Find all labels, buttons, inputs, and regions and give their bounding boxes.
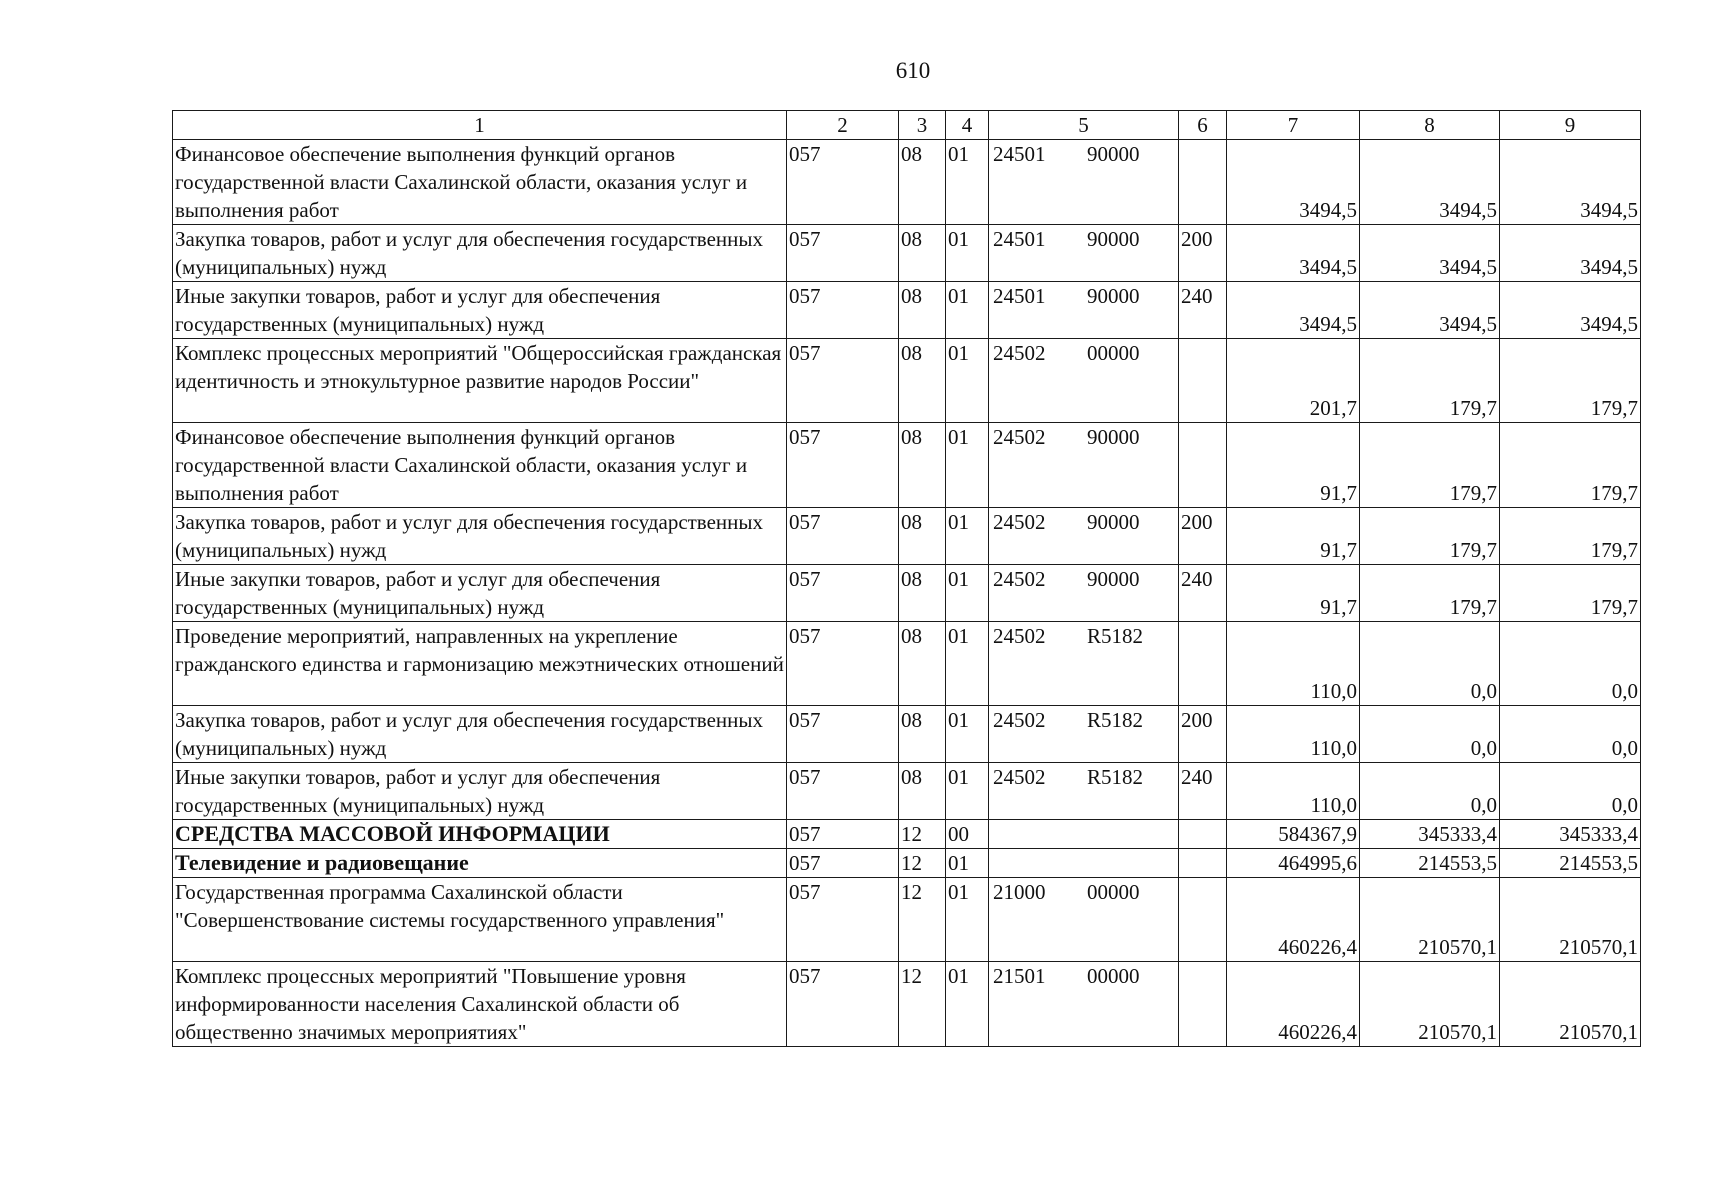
table-row <box>173 508 1641 565</box>
table-row <box>173 878 1641 962</box>
expense-type-code: 240 <box>1179 565 1227 622</box>
admin-code: 057 <box>787 565 899 622</box>
target-article-code <box>989 565 1179 622</box>
amount-col7: 584367,9 <box>1227 820 1360 849</box>
direction-code: 90000 <box>1087 510 1140 534</box>
table-row <box>173 820 1641 849</box>
amount-col7: 91,7 <box>1227 565 1360 622</box>
target-article-code <box>989 339 1179 423</box>
table-row <box>173 962 1641 1047</box>
column-header: 3 <box>899 111 946 140</box>
amount-col9: 0,0 <box>1500 622 1641 706</box>
direction-code: R5182 <box>1087 624 1144 648</box>
row-name: Иные закупки товаров, работ и услуг для обеспечения государственных (муниципальных) нужд <box>173 763 787 820</box>
row-name: Иные закупки товаров, работ и услуг для обеспечения государственных (муниципальных) нужд <box>173 565 787 622</box>
direction-code: R5182 <box>1087 765 1144 789</box>
section-code: 08 <box>899 140 946 225</box>
subsection-code: 01 <box>946 225 989 282</box>
direction-code: 00000 <box>1087 341 1140 365</box>
amount-col9: 3494,5 <box>1500 225 1641 282</box>
section-code: 08 <box>899 622 946 706</box>
amount-col8: 3494,5 <box>1360 225 1500 282</box>
target-article-code <box>989 820 1179 849</box>
section-code: 08 <box>899 565 946 622</box>
section-code: 12 <box>899 820 946 849</box>
admin-code: 057 <box>787 820 899 849</box>
target-article-code <box>989 282 1179 339</box>
row-name: Государственная программа Сахалинской области "Совершенствование системы государственного управления" <box>173 878 787 962</box>
amount-col9: 179,7 <box>1500 565 1641 622</box>
target-article-code <box>989 508 1179 565</box>
section-code: 08 <box>899 225 946 282</box>
section-code: 08 <box>899 423 946 508</box>
amount-col7: 110,0 <box>1227 622 1360 706</box>
expense-type-code <box>1179 849 1227 878</box>
column-header: 4 <box>946 111 989 140</box>
amount-col8: 345333,4 <box>1360 820 1500 849</box>
amount-col9: 179,7 <box>1500 508 1641 565</box>
program-code: 24502 <box>993 765 1046 789</box>
section-code: 12 <box>899 878 946 962</box>
table-row <box>173 706 1641 763</box>
program-code: 24502 <box>993 341 1046 365</box>
row-name: Закупка товаров, работ и услуг для обеспечения государственных (муниципальных) нужд <box>173 508 787 565</box>
program-code: 21501 <box>993 964 1046 988</box>
amount-col9: 214553,5 <box>1500 849 1641 878</box>
direction-code: R5182 <box>1087 708 1144 732</box>
amount-col9: 3494,5 <box>1500 140 1641 225</box>
table-row <box>173 282 1641 339</box>
target-article-code <box>989 706 1179 763</box>
amount-col9: 210570,1 <box>1500 962 1641 1047</box>
program-code: 24502 <box>993 510 1046 534</box>
amount-col8: 179,7 <box>1360 508 1500 565</box>
expense-type-code: 240 <box>1179 282 1227 339</box>
amount-col9: 210570,1 <box>1500 878 1641 962</box>
amount-col8: 210570,1 <box>1360 878 1500 962</box>
expense-type-code <box>1179 962 1227 1047</box>
section-code: 12 <box>899 849 946 878</box>
subsection-code: 01 <box>946 878 989 962</box>
table-row <box>173 622 1641 706</box>
expense-type-code <box>1179 820 1227 849</box>
subsection-code: 01 <box>946 140 989 225</box>
row-name: Иные закупки товаров, работ и услуг для обеспечения государственных (муниципальных) нужд <box>173 282 787 339</box>
subsection-code: 01 <box>946 962 989 1047</box>
program-code: 24502 <box>993 425 1046 449</box>
program-code: 24501 <box>993 284 1046 308</box>
direction-code: 00000 <box>1087 880 1140 904</box>
section-code: 08 <box>899 706 946 763</box>
row-name: Телевидение и радиовещание <box>173 849 787 878</box>
amount-col7: 464995,6 <box>1227 849 1360 878</box>
amount-col7: 460226,4 <box>1227 878 1360 962</box>
expense-type-code: 240 <box>1179 763 1227 820</box>
column-header: 8 <box>1360 111 1500 140</box>
admin-code: 057 <box>787 140 899 225</box>
target-article-code <box>989 763 1179 820</box>
amount-col9: 179,7 <box>1500 339 1641 423</box>
row-name: Комплекс процессных мероприятий "Общероссийская гражданская идентичность и этнокультурное развитие народов России" <box>173 339 787 423</box>
direction-code: 90000 <box>1087 567 1140 591</box>
subsection-code: 01 <box>946 706 989 763</box>
subsection-code: 01 <box>946 423 989 508</box>
section-code: 08 <box>899 339 946 423</box>
table-row <box>173 423 1641 508</box>
column-header: 7 <box>1227 111 1360 140</box>
admin-code: 057 <box>787 423 899 508</box>
row-name: Финансовое обеспечение выполнения функций органов государственной власти Сахалинской области, оказания услуг и выполнения работ <box>173 140 787 225</box>
table-row <box>173 140 1641 225</box>
amount-col8: 210570,1 <box>1360 962 1500 1047</box>
row-name: Финансовое обеспечение выполнения функций органов государственной власти Сахалинской области, оказания услуг и выполнения работ <box>173 423 787 508</box>
program-code: 24502 <box>993 567 1046 591</box>
amount-col7: 3494,5 <box>1227 140 1360 225</box>
admin-code: 057 <box>787 622 899 706</box>
admin-code: 057 <box>787 962 899 1047</box>
column-header: 9 <box>1500 111 1641 140</box>
subsection-code: 01 <box>946 622 989 706</box>
direction-code: 90000 <box>1087 227 1140 251</box>
table-row <box>173 763 1641 820</box>
subsection-code: 00 <box>946 820 989 849</box>
amount-col7: 91,7 <box>1227 423 1360 508</box>
table-row <box>173 565 1641 622</box>
amount-col8: 0,0 <box>1360 622 1500 706</box>
direction-code: 90000 <box>1087 425 1140 449</box>
amount-col8: 3494,5 <box>1360 282 1500 339</box>
section-code: 08 <box>899 508 946 565</box>
target-article-code <box>989 878 1179 962</box>
expense-type-code: 200 <box>1179 508 1227 565</box>
amount-col7: 91,7 <box>1227 508 1360 565</box>
amount-col7: 460226,4 <box>1227 962 1360 1047</box>
subsection-code: 01 <box>946 339 989 423</box>
section-code: 08 <box>899 282 946 339</box>
admin-code: 057 <box>787 706 899 763</box>
target-article-code <box>989 423 1179 508</box>
column-header: 5 <box>989 111 1179 140</box>
column-number-row <box>173 111 1641 140</box>
table-row <box>173 849 1641 878</box>
amount-col9: 345333,4 <box>1500 820 1641 849</box>
subsection-code: 01 <box>946 763 989 820</box>
amount-col8: 179,7 <box>1360 565 1500 622</box>
amount-col9: 179,7 <box>1500 423 1641 508</box>
row-name: Комплекс процессных мероприятий "Повышение уровня информированности населения Сахалинской области об общественно значимых мероприятиях" <box>173 962 787 1047</box>
expense-type-code: 200 <box>1179 225 1227 282</box>
table-row <box>173 225 1641 282</box>
direction-code: 90000 <box>1087 284 1140 308</box>
target-article-code <box>989 140 1179 225</box>
program-code: 21000 <box>993 880 1046 904</box>
amount-col7: 201,7 <box>1227 339 1360 423</box>
expense-type-code <box>1179 622 1227 706</box>
amount-col8: 179,7 <box>1360 423 1500 508</box>
amount-col8: 214553,5 <box>1360 849 1500 878</box>
expense-type-code <box>1179 878 1227 962</box>
amount-col8: 0,0 <box>1360 763 1500 820</box>
amount-col8: 179,7 <box>1360 339 1500 423</box>
program-code: 24502 <box>993 624 1046 648</box>
amount-col9: 0,0 <box>1500 763 1641 820</box>
admin-code: 057 <box>787 508 899 565</box>
amount-col9: 0,0 <box>1500 706 1641 763</box>
admin-code: 057 <box>787 878 899 962</box>
table-row <box>173 339 1641 423</box>
admin-code: 057 <box>787 339 899 423</box>
subsection-code: 01 <box>946 849 989 878</box>
expense-type-code <box>1179 339 1227 423</box>
admin-code: 057 <box>787 763 899 820</box>
amount-col7: 3494,5 <box>1227 282 1360 339</box>
program-code: 24501 <box>993 142 1046 166</box>
target-article-code <box>989 962 1179 1047</box>
column-header: 1 <box>173 111 787 140</box>
target-article-code <box>989 622 1179 706</box>
subsection-code: 01 <box>946 282 989 339</box>
row-name: СРЕДСТВА МАССОВОЙ ИНФОРМАЦИИ <box>173 820 787 849</box>
admin-code: 057 <box>787 225 899 282</box>
row-name: Закупка товаров, работ и услуг для обеспечения государственных (муниципальных) нужд <box>173 225 787 282</box>
amount-col8: 3494,5 <box>1360 140 1500 225</box>
budget-table <box>172 110 1641 1047</box>
admin-code: 057 <box>787 849 899 878</box>
row-name: Закупка товаров, работ и услуг для обеспечения государственных (муниципальных) нужд <box>173 706 787 763</box>
column-header: 6 <box>1179 111 1227 140</box>
target-article-code <box>989 849 1179 878</box>
amount-col8: 0,0 <box>1360 706 1500 763</box>
subsection-code: 01 <box>946 565 989 622</box>
program-code: 24502 <box>993 708 1046 732</box>
subsection-code: 01 <box>946 508 989 565</box>
amount-col9: 3494,5 <box>1500 282 1641 339</box>
row-name: Проведение мероприятий, направленных на укрепление гражданского единства и гармонизацию межэтнических отношений <box>173 622 787 706</box>
expense-type-code <box>1179 140 1227 225</box>
section-code: 12 <box>899 962 946 1047</box>
amount-col7: 110,0 <box>1227 706 1360 763</box>
admin-code: 057 <box>787 282 899 339</box>
column-header: 2 <box>787 111 899 140</box>
direction-code: 00000 <box>1087 964 1140 988</box>
direction-code: 90000 <box>1087 142 1140 166</box>
expense-type-code: 200 <box>1179 706 1227 763</box>
program-code: 24501 <box>993 227 1046 251</box>
page-number: 610 <box>895 58 931 83</box>
target-article-code <box>989 225 1179 282</box>
amount-col7: 3494,5 <box>1227 225 1360 282</box>
expense-type-code <box>1179 423 1227 508</box>
section-code: 08 <box>899 763 946 820</box>
amount-col7: 110,0 <box>1227 763 1360 820</box>
